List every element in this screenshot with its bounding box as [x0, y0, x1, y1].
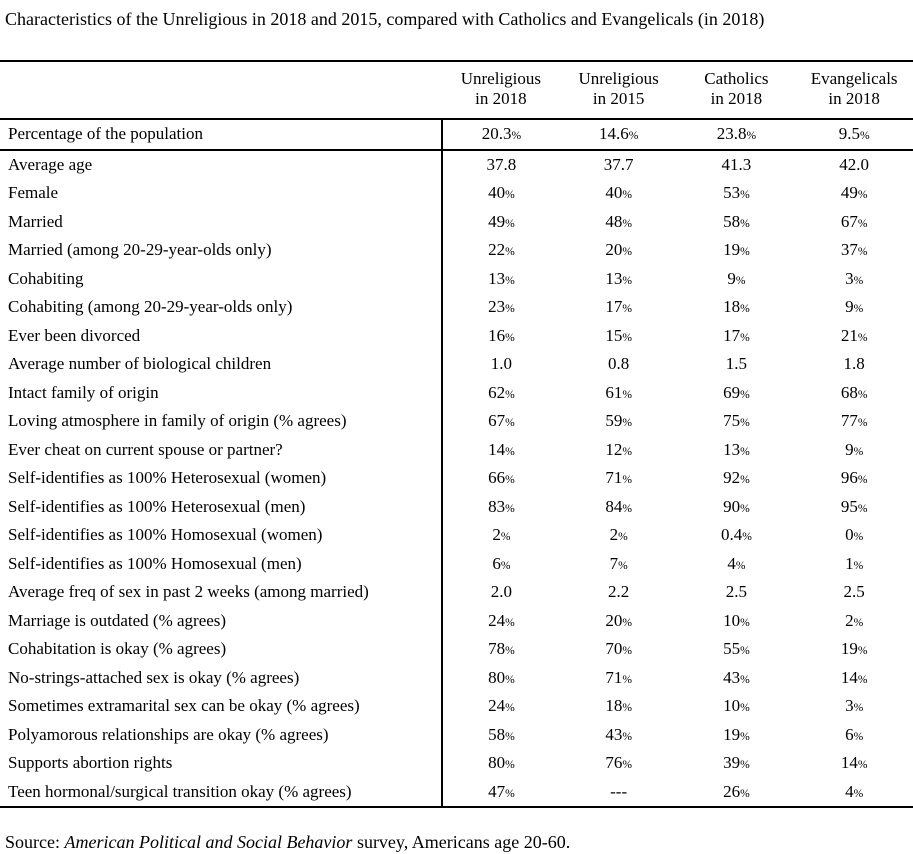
row-label: Average freq of sex in past 2 weeks (among married) [8, 582, 369, 602]
percent-sign: % [740, 701, 750, 715]
source-suffix: survey, Americans age 20-60. [352, 832, 571, 852]
percent-sign: % [859, 129, 870, 143]
row-label: Polyamorous relationships are okay (% agrees) [8, 724, 329, 744]
column-header-line2: in 2018 [710, 89, 763, 108]
percent-sign: % [857, 501, 868, 515]
cell-value: 10% [723, 696, 750, 716]
cell-value: 96% [840, 468, 868, 488]
table-body [0, 119, 913, 807]
cell-value: 37.8 [442, 150, 560, 180]
table-row [0, 179, 913, 208]
cell-value: 18% [723, 297, 750, 317]
table-title: Characteristics of the Unreligious in 2018 and 2015, compared with Catholics and Evangelicals (in 2018) [5, 9, 765, 29]
percent-sign: % [740, 330, 750, 344]
table-row [0, 778, 913, 808]
cell-value: 37% [840, 240, 868, 260]
cell-value: 58% [442, 721, 560, 750]
cell-value: 68% [840, 382, 868, 402]
percent-sign: % [857, 644, 868, 658]
table-row [0, 265, 913, 294]
table-row [0, 436, 913, 465]
table-row [0, 150, 913, 180]
percent-sign: % [735, 558, 746, 572]
cell-value: 24% [442, 607, 560, 636]
column-header-evangelicals-2018 [795, 61, 913, 119]
table-row [0, 635, 913, 664]
row-label: Cohabiting [8, 268, 84, 288]
row-label: Married [8, 211, 63, 231]
percent-sign: % [857, 216, 868, 230]
percent-sign: % [622, 501, 632, 515]
cell-value: 20% [605, 240, 632, 260]
cell-value: 9.5% [795, 119, 913, 150]
cell-value: 2.0 [442, 578, 560, 607]
cell-value: 16% [442, 322, 560, 351]
column-header-unreligious-2015 [560, 61, 678, 119]
table-row [0, 236, 913, 265]
cell-value: 58% [723, 211, 750, 231]
table-row [0, 521, 913, 550]
row-label: Self-identifies as 100% Homosexual (women) [8, 525, 323, 545]
cell-value: 43% [723, 667, 750, 687]
cell-value: 77% [840, 411, 868, 431]
cell-value: 3% [845, 696, 864, 716]
percent-sign: % [853, 558, 864, 572]
cell-value: 2% [442, 521, 560, 550]
cell-value: 42.0 [839, 154, 869, 174]
cell-value: 20.3% [442, 119, 560, 150]
percent-sign: % [505, 729, 515, 743]
cell-value: 95% [840, 496, 868, 516]
percent-sign: % [740, 501, 750, 515]
percent-sign: % [740, 786, 750, 800]
percent-sign: % [505, 758, 515, 772]
cell-value: 22% [442, 236, 560, 265]
cell-value: 48% [605, 211, 632, 231]
row-label: Female [8, 183, 59, 203]
cell-value: 9% [845, 439, 864, 459]
cell-value: 18% [605, 696, 632, 716]
cell-value: 69% [723, 382, 750, 402]
cell-value: 13% [723, 439, 750, 459]
cell-value: 1.5 [725, 354, 747, 374]
row-label: Cohabitation is okay (% agrees) [8, 639, 227, 659]
cell-value: 21% [840, 325, 868, 345]
cell-value: 83% [442, 493, 560, 522]
row-label: Sometimes extramarital sex can be okay (% agrees) [8, 696, 360, 716]
column-header-line2: in 2018 [828, 89, 880, 108]
cell-value: 59% [605, 411, 632, 431]
cell-value: 61% [605, 382, 632, 402]
percent-sign: % [746, 129, 757, 143]
cell-value: 37.7 [603, 154, 634, 174]
cell-value: 2% [609, 525, 628, 545]
percent-sign: % [853, 273, 864, 287]
percent-sign: % [622, 245, 632, 259]
column-header-line2: in 2015 [592, 89, 645, 108]
percent-sign: % [622, 387, 632, 401]
cell-value: 78% [442, 635, 560, 664]
percent-sign: % [622, 729, 632, 743]
source-note [5, 831, 913, 853]
percent-sign: % [622, 758, 632, 772]
percent-sign: % [853, 729, 864, 743]
cell-value: 75% [723, 411, 750, 431]
percent-sign: % [622, 216, 632, 230]
percent-sign: % [857, 672, 868, 686]
row-label: Average age [8, 154, 93, 174]
percent-sign: % [505, 302, 515, 316]
percent-sign: % [740, 729, 750, 743]
percent-sign: % [505, 387, 515, 401]
column-header-catholics-2018 [678, 61, 796, 119]
cell-value: 90% [723, 496, 750, 516]
cell-value: 26% [723, 781, 750, 801]
percent-sign: % [853, 786, 864, 800]
percent-sign: % [622, 416, 632, 430]
cell-value: 67% [442, 407, 560, 436]
percent-sign: % [505, 245, 515, 259]
table-row [0, 721, 913, 750]
row-label: Self-identifies as 100% Homosexual (men) [8, 553, 302, 573]
cell-value: 66% [442, 464, 560, 493]
percent-sign: % [505, 473, 515, 487]
percent-sign: % [622, 644, 632, 658]
characteristics-table [0, 60, 913, 808]
row-label: Percentage of the population [0, 119, 442, 150]
cell-value: 84% [605, 496, 632, 516]
percent-sign: % [500, 530, 511, 544]
cell-value: 76% [605, 753, 632, 773]
cell-value: 2.5 [725, 582, 747, 602]
percent-sign: % [505, 786, 515, 800]
percent-sign: % [740, 416, 750, 430]
percent-sign: % [857, 245, 868, 259]
cell-value: 15% [605, 325, 632, 345]
percent-sign: % [853, 530, 864, 544]
percent-sign: % [857, 758, 868, 772]
table-row [0, 293, 913, 322]
cell-value: 0.4% [720, 525, 752, 545]
percent-sign: % [622, 701, 632, 715]
cell-value: 92% [723, 468, 750, 488]
percent-sign: % [853, 444, 864, 458]
table-row [0, 664, 913, 693]
table-row [0, 578, 913, 607]
percent-sign: % [505, 701, 515, 715]
percent-sign: % [622, 273, 632, 287]
percent-sign: % [857, 387, 868, 401]
cell-value: 6% [845, 724, 864, 744]
row-label: Teen hormonal/surgical transition okay (% agrees) [8, 781, 352, 801]
cell-value: 24% [442, 692, 560, 721]
row-label: Ever cheat on current spouse or partner? [8, 439, 283, 459]
row-label: Supports abortion rights [8, 753, 173, 773]
percent-sign: % [505, 188, 515, 202]
cell-value: 19% [723, 240, 750, 260]
percent-sign: % [505, 501, 515, 515]
row-label: No-strings-attached sex is okay (% agrees) [8, 667, 300, 687]
percent-sign: % [622, 302, 632, 316]
cell-value: 14% [442, 436, 560, 465]
cell-value: 40% [605, 183, 632, 203]
percent-sign: % [628, 129, 639, 143]
column-header-line1: Unreligious [460, 69, 542, 88]
cell-value: 1% [845, 553, 864, 573]
percent-sign: % [622, 444, 632, 458]
table-row [0, 322, 913, 351]
column-header-unreligious-2018 [442, 61, 560, 119]
cell-value: 23.8% [678, 119, 796, 150]
percent-sign: % [622, 330, 632, 344]
table-row [0, 607, 913, 636]
percent-sign: % [740, 758, 750, 772]
percent-sign: % [740, 245, 750, 259]
table-row [0, 749, 913, 778]
row-label: Self-identifies as 100% Heterosexual (men) [8, 496, 306, 516]
percent-sign: % [740, 302, 750, 316]
cell-value: 70% [605, 639, 632, 659]
percent-sign: % [622, 615, 632, 629]
percent-sign: % [857, 473, 868, 487]
cell-value: 41.3 [721, 154, 752, 174]
cell-value: 2.2 [608, 582, 630, 602]
cell-value: 19% [723, 724, 750, 744]
percent-sign: % [511, 129, 522, 143]
table-row [0, 350, 913, 379]
cell-value: 1.8 [843, 354, 865, 374]
table-header [0, 61, 913, 119]
header-empty-cell [0, 61, 442, 119]
percent-sign: % [618, 558, 628, 572]
cell-value: 55% [723, 639, 750, 659]
percent-sign: % [505, 416, 515, 430]
table-page [0, 8, 913, 854]
percent-sign: % [857, 188, 868, 202]
cell-value: 43% [605, 724, 632, 744]
cell-value: 80% [442, 664, 560, 693]
source-prefix: Source: [5, 832, 65, 852]
percent-sign: % [853, 302, 864, 316]
cell-value: 12% [605, 439, 632, 459]
percent-sign: % [505, 615, 515, 629]
cell-value: 19% [840, 639, 868, 659]
cell-value: 39% [723, 753, 750, 773]
cell-value: 67% [840, 211, 868, 231]
cell-value: 62% [442, 379, 560, 408]
percent-sign: % [857, 330, 868, 344]
percent-sign: % [622, 188, 632, 202]
cell-value: 1.0 [442, 350, 560, 379]
percent-sign: % [505, 216, 515, 230]
percent-sign: % [853, 701, 864, 715]
cell-value: 4% [727, 553, 746, 573]
cell-value: --- [610, 781, 628, 801]
row-label: Self-identifies as 100% Heterosexual (women) [8, 468, 327, 488]
percent-sign: % [735, 273, 746, 287]
cell-value: 13% [605, 268, 632, 288]
cell-value: 0.8 [608, 354, 630, 374]
cell-value: 53% [723, 183, 750, 203]
percent-sign: % [622, 473, 632, 487]
row-label: Marriage is outdated (% agrees) [8, 610, 227, 630]
cell-value: 47% [442, 778, 560, 808]
percent-sign: % [740, 444, 750, 458]
cell-value: 80% [442, 749, 560, 778]
column-header-line1: Catholics [704, 69, 769, 88]
row-label: Married (among 20-29-year-olds only) [8, 240, 272, 260]
cell-value: 17% [723, 325, 750, 345]
cell-value: 6% [442, 550, 560, 579]
cell-value: 2.5 [843, 582, 865, 602]
column-header-line2: in 2018 [475, 89, 527, 108]
cell-value: 3% [845, 268, 864, 288]
table-row [0, 379, 913, 408]
percent-sign: % [857, 416, 868, 430]
percent-sign: % [740, 188, 750, 202]
cell-value: 4% [845, 781, 864, 801]
percent-sign: % [742, 530, 752, 544]
cell-value: 14% [840, 667, 868, 687]
percent-sign: % [740, 216, 750, 230]
cell-value: 2% [845, 610, 864, 630]
table-row [0, 208, 913, 237]
cell-value: 14.6% [560, 119, 678, 150]
cell-value: 40% [442, 179, 560, 208]
cell-value: 20% [605, 610, 632, 630]
cell-value: 0% [845, 525, 864, 545]
percent-sign: % [505, 330, 515, 344]
percent-sign: % [622, 672, 632, 686]
percent-sign: % [500, 558, 511, 572]
percent-sign: % [505, 672, 515, 686]
cell-value: 13% [442, 265, 560, 294]
percent-sign: % [853, 615, 864, 629]
cell-value: 71% [605, 468, 632, 488]
percent-sign: % [618, 530, 628, 544]
table-row [0, 493, 913, 522]
percent-sign: % [505, 644, 515, 658]
cell-value: 49% [442, 208, 560, 237]
percent-sign: % [505, 444, 515, 458]
table-row [0, 692, 913, 721]
cell-value: 23% [442, 293, 560, 322]
table-row [0, 550, 913, 579]
row-label: Cohabiting (among 20-29-year-olds only) [8, 297, 293, 317]
row-label: Average number of biological children [8, 354, 272, 374]
percent-sign: % [740, 387, 750, 401]
cell-value: 14% [840, 753, 868, 773]
percent-sign: % [505, 273, 515, 287]
percent-sign: % [740, 644, 750, 658]
table-row [0, 407, 913, 436]
source-survey-name: American Political and Social Behavior [64, 832, 353, 852]
row-label: Ever been divorced [8, 325, 141, 345]
cell-value: 10% [723, 610, 750, 630]
cell-value: 49% [840, 183, 868, 203]
cell-value: 71% [605, 667, 632, 687]
table-row [0, 119, 913, 150]
percent-sign: % [740, 473, 750, 487]
table-row [0, 464, 913, 493]
cell-value: 9% [845, 297, 864, 317]
percent-sign: % [740, 672, 750, 686]
cell-value: 7% [609, 553, 628, 573]
cell-value: 9% [727, 268, 746, 288]
row-label: Intact family of origin [8, 382, 159, 402]
column-header-line1: Evangelicals [810, 69, 898, 88]
column-header-line1: Unreligious [578, 69, 659, 88]
row-label: Loving atmosphere in family of origin (% agrees) [8, 411, 347, 431]
percent-sign: % [740, 615, 750, 629]
cell-value: 17% [605, 297, 632, 317]
header-row [0, 61, 913, 119]
